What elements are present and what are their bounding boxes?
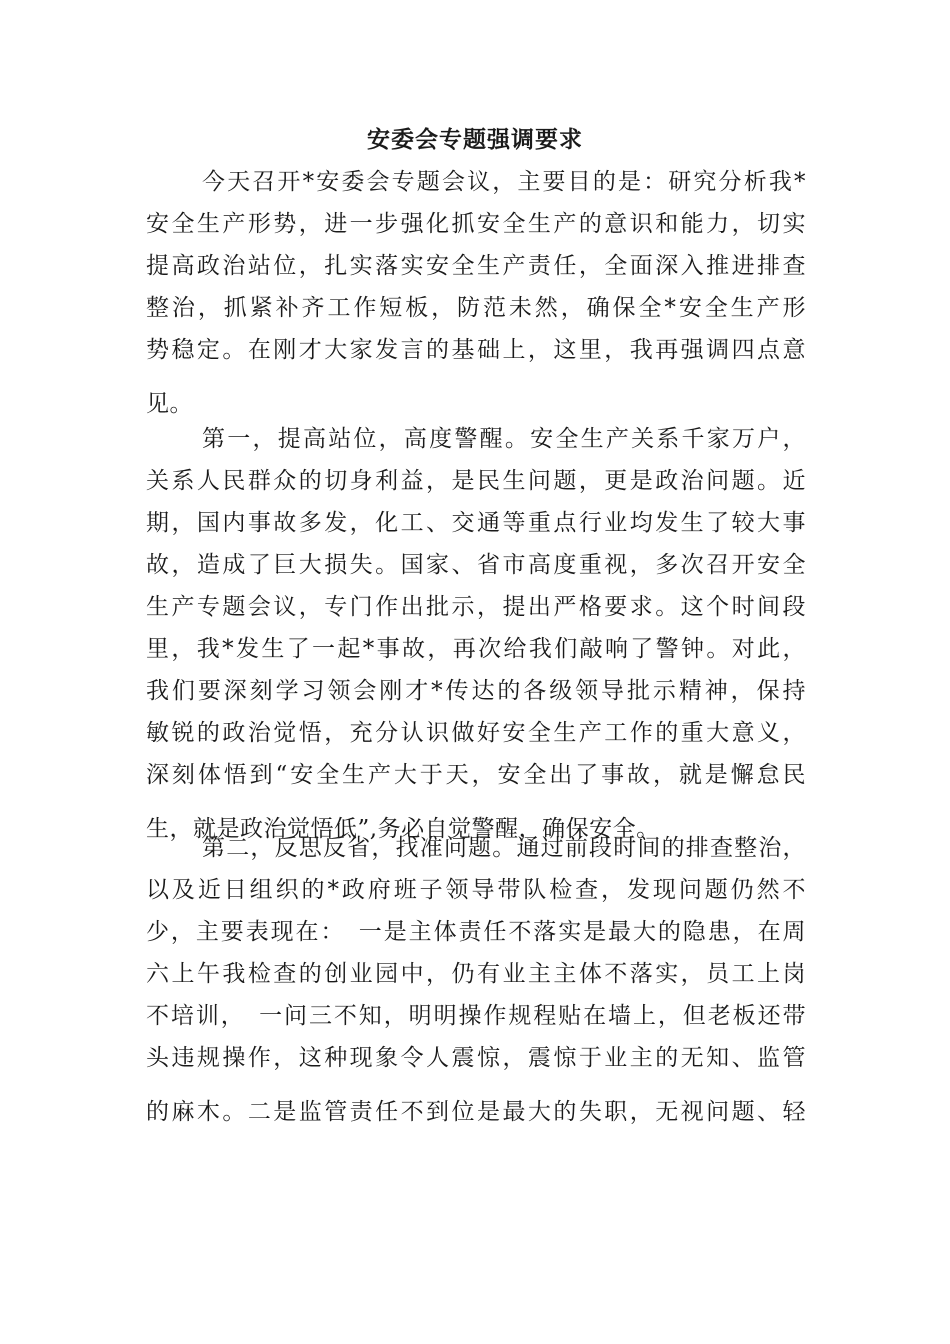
document-title: 安委会专题强调要求 <box>367 127 583 153</box>
paragraph-line: 以及近日组织的*政府班子领导带队检查，发现问题仍然不 <box>146 877 806 903</box>
paragraph-line: 深刻体悟到“安全生产大于天，安全出了事故，就是懈怠民 <box>146 762 806 788</box>
paragraph-line: 头违规操作，这种现象令人震惊，震惊于业主的无知、监管 <box>146 1045 806 1071</box>
paragraph-line: 关系人民群众的切身利益，是民生问题，更是政治问题。近 <box>146 468 806 494</box>
paragraph-point-two <box>146 827 806 1133</box>
paragraph-line: 势稳定。在刚才大家发言的基础上，这里，我再强调四点意 <box>146 337 806 363</box>
paragraph-line: 今天召开*安委会专题会议，主要目的是：研究分析我* <box>202 169 806 195</box>
paragraph-line: 的麻木。二是监管责任不到位是最大的失职，无视问题、轻 <box>146 1099 806 1125</box>
paragraph-intro <box>146 161 806 425</box>
paragraph-line: 期，国内事故多发，化工、交通等重点行业均发生了较大事 <box>146 510 806 536</box>
paragraph-line: 提高政治站位，扎实落实安全生产责任，全面深入推进排查 <box>146 253 806 279</box>
paragraph-point-one <box>146 418 806 850</box>
paragraph-line: 生，就是政治觉悟低”,务必自觉警醒，确保安全。 <box>146 816 660 842</box>
paragraph-line: 里，我*发生了一起*事故，再次给我们敲响了警钟。对此， <box>146 636 806 662</box>
paragraph-line: 见。 <box>146 391 193 417</box>
paragraph-line: 我们要深刻学习领会刚才*传达的各级领导批示精神，保持 <box>146 678 806 704</box>
paragraph-line: 安全生产形势，进一步强化抓安全生产的意识和能力，切实 <box>146 211 806 237</box>
paragraph-line: 不培训， 一问三不知，明明操作规程贴在墙上，但老板还带 <box>146 1003 806 1029</box>
paragraph-line: 少，主要表现在： 一是主体责任不落实是最大的隐患，在周 <box>146 919 806 945</box>
paragraph-line: 故，造成了巨大损失。国家、省市高度重视，多次召开安全 <box>146 552 806 578</box>
paragraph-line: 敏锐的政治觉悟，充分认识做好安全生产工作的重大意义， <box>146 720 806 746</box>
paragraph-line: 第二，反思反省，找准问题。通过前段时间的排查整治， <box>202 835 806 861</box>
paragraph-line: 六上午我检查的创业园中，仍有业主主体不落实，员工上岗 <box>146 961 806 987</box>
paragraph-line: 生产专题会议，专门作出批示，提出严格要求。这个时间段 <box>146 594 806 620</box>
paragraph-line: 整治，抓紧补齐工作短板，防范未然，确保全*安全生产形 <box>146 295 806 321</box>
paragraph-line: 第一，提高站位，高度警醒。安全生产关系千家万户， <box>202 426 806 452</box>
